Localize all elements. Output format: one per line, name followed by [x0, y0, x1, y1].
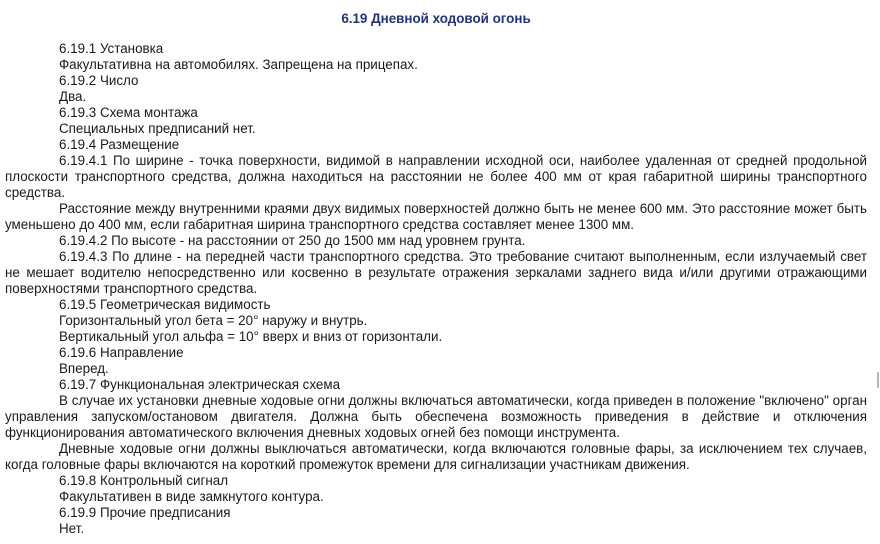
paragraph-6-19-7-on: В случае их установки дневные ходовые огни должны включаться автоматически, когда приведен в положение "включено" орган управления запуском/остановом двигателя. Должна быть обеспечена возможность приведения в действие и отключения функционирования автоматического включения дневных ходовых огней без помощи инструмента.: [5, 393, 867, 440]
paragraph-6-19-6-heading: 6.19.6 Направление: [59, 345, 184, 360]
paragraph-6-19-4-heading: 6.19.4 Размещение: [59, 137, 180, 152]
paragraph-list: [5, 41, 867, 537]
paragraph-6-19-1-text: Факультативна на автомобилях. Запрещена на прицепах.: [59, 57, 418, 72]
paragraph-6-19-4-3: 6.19.4.3 По длине - на передней части транспортного средства. Это требование считают выполненным, если излучаемый свет не мешает водителю непосредственно или косвенно в результате отражения зеркалами заднего вида и/или другими отражающими поверхностями транспортного средства.: [5, 249, 867, 296]
paragraph-6-19-1-heading: 6.19.1 Установка: [59, 41, 164, 56]
paragraph-6-19-8-text: Факультативен в виде замкнутого контура.: [59, 489, 324, 504]
paragraph-6-19-3-heading: 6.19.3 Схема монтажа: [59, 105, 198, 120]
paragraph-6-19-3-text: Специальных предписаний нет.: [59, 121, 256, 136]
paragraph-6-19-5-vertical: Вертикальный угол альфа = 10° вверх и вниз от горизонтали.: [59, 329, 443, 344]
paragraph-6-19-4-1: 6.19.4.1 По ширине - точка поверхности, видимой в направлении исходной оси, наиболее удаленная от средней продольной плоскости транспортного средства, должна находиться на расстоянии не более 400 мм от края габаритной ширины транспортного средства.: [5, 153, 867, 200]
paragraph-6-19-6-text: Вперед.: [59, 361, 109, 376]
paragraph-6-19-9-heading: 6.19.9 Прочие предписания: [59, 505, 231, 520]
paragraph-6-19-7-off: Дневные ходовые огни должны выключаться автоматически, когда включаются головные фары, за исключением тех случаев, когда головные фары включаются на короткий промежуток времени для сигнализации участникам движения.: [5, 441, 867, 472]
scrollbar-thumb[interactable]: [877, 372, 879, 388]
vertical-scrollbar[interactable]: [876, 0, 880, 544]
document-body: [5, 0, 867, 537]
paragraph-6-19-2-heading: 6.19.2 Число: [59, 73, 139, 88]
paragraph-6-19-7-heading: 6.19.7 Функциональная электрическая схема: [59, 377, 341, 392]
paragraph-6-19-4-1-distance: Расстояние между внутренними краями двух видимых поверхностей должно быть не менее 600 мм. Это расстояние может быть уменьшено до 400 мм, если габаритная ширина транспортного средства составляет менее 1300 мм.: [5, 201, 867, 232]
paragraph-6-19-5-horizontal: Горизонтальный угол бета = 20° наружу и внутрь.: [59, 313, 368, 328]
paragraph-6-19-4-2: 6.19.4.2 По высоте - на расстоянии от 250 до 1500 мм над уровнем грунта.: [59, 233, 526, 248]
paragraph-6-19-8-heading: 6.19.8 Контрольный сигнал: [59, 473, 229, 488]
paragraph-6-19-9-text: Нет.: [59, 521, 85, 536]
paragraph-6-19-5-heading: 6.19.5 Геометрическая видимость: [59, 297, 271, 312]
section-title: 6.19 Дневной ходовой огонь: [341, 11, 531, 26]
paragraph-6-19-2-text: Два.: [59, 89, 87, 104]
